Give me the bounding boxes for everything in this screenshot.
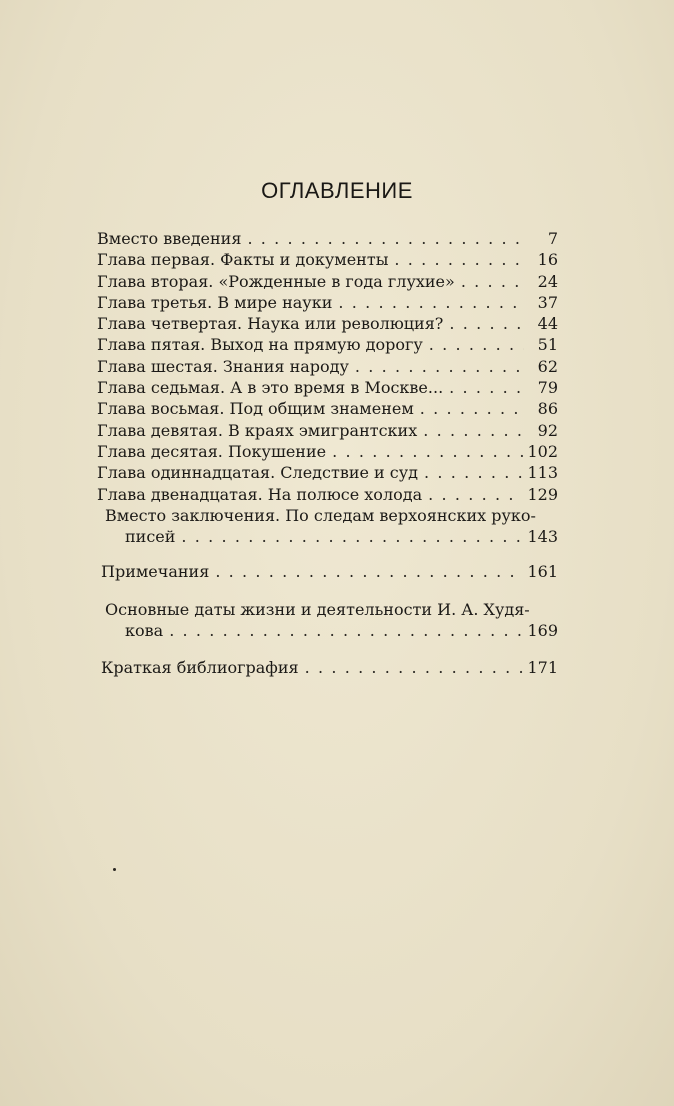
toc-entry-continuation bbox=[101, 526, 558, 547]
toc-entry-title: Глава третья. В мире науки bbox=[97, 292, 333, 312]
toc-entry-page: 86 bbox=[537, 399, 558, 419]
toc-entry-title: Глава десятая. Покушение bbox=[97, 441, 327, 461]
leader-dots bbox=[247, 228, 524, 249]
toc-entry-title-line1: Вместо заключения. По следам верхоянских руко- bbox=[105, 505, 536, 525]
toc-entry-page: 16 bbox=[537, 250, 558, 270]
toc-entry-title: Глава седьмая. А в это время в Москве... bbox=[97, 378, 444, 398]
toc-entry-conclusion bbox=[97, 505, 558, 548]
leader-dots bbox=[332, 441, 523, 462]
toc-entry-title: Глава шестая. Знания народу bbox=[97, 356, 349, 376]
toc-entry bbox=[97, 292, 558, 313]
toc-entry bbox=[97, 484, 558, 505]
toc-entry-page: 92 bbox=[537, 420, 558, 440]
toc-entry-page: 113 bbox=[527, 463, 558, 483]
toc-entry-page: 51 bbox=[537, 335, 558, 355]
toc-entry-title: Глава первая. Факты и документы bbox=[97, 250, 389, 270]
toc-entry bbox=[97, 334, 558, 355]
toc-entry-page: 62 bbox=[537, 356, 558, 376]
toc-entry-page: 37 bbox=[537, 292, 558, 312]
toc-entry bbox=[97, 462, 558, 483]
toc-entry-title: Глава одиннадцатая. Следствие и суд bbox=[97, 463, 419, 483]
toc-entry-bibliography bbox=[97, 657, 558, 678]
toc-entry bbox=[97, 313, 558, 334]
toc-entry-title: Глава вторая. «Рожденные в года глухие» bbox=[97, 271, 455, 291]
toc-entry-title: Глава двенадцатая. На полюсе холода bbox=[97, 484, 423, 504]
toc-entry-title: Примечания bbox=[101, 562, 210, 582]
toc-entry-notes bbox=[97, 561, 558, 582]
leader-dots bbox=[428, 484, 523, 505]
toc-entry-page: 143 bbox=[527, 527, 558, 547]
toc-entry-page: 129 bbox=[527, 484, 558, 504]
toc-entry-page: 161 bbox=[527, 562, 558, 582]
leader-dots bbox=[338, 292, 524, 313]
leader-dots bbox=[424, 462, 523, 483]
page-title: ОГЛАВЛЕНИЕ bbox=[261, 178, 413, 203]
table-of-contents bbox=[97, 228, 558, 679]
toc-entry-title-line2: писей bbox=[125, 527, 176, 547]
toc-entry-title: Краткая библиография bbox=[101, 658, 299, 678]
leader-dots bbox=[449, 313, 524, 334]
toc-entry-page: 24 bbox=[537, 271, 558, 291]
toc-entry bbox=[97, 228, 558, 249]
leader-dots bbox=[420, 398, 524, 419]
toc-entry bbox=[97, 398, 558, 419]
leader-dots bbox=[305, 657, 524, 678]
toc-entry-title: Глава пятая. Выход на прямую дорогу bbox=[97, 335, 423, 355]
toc-entry-page: 79 bbox=[537, 378, 558, 398]
toc-entry-title: Глава девятая. В краях эмигрантских bbox=[97, 420, 418, 440]
leader-dots bbox=[429, 334, 524, 355]
toc-entry bbox=[97, 441, 558, 462]
toc-entry-page: 44 bbox=[537, 314, 558, 334]
toc-entry-continuation bbox=[101, 620, 558, 641]
toc-entry bbox=[97, 249, 558, 270]
toc-entry-title: Глава восьмая. Под общим знаменем bbox=[97, 399, 414, 419]
toc-entry-title-line1: Основные даты жизни и деятельности И. А. Худя- bbox=[105, 599, 530, 619]
toc-entry bbox=[97, 377, 558, 398]
print-speck bbox=[113, 868, 116, 871]
leader-dots bbox=[394, 249, 524, 270]
leader-dots bbox=[423, 420, 524, 441]
toc-entry-title: Глава четвертая. Наука или революция? bbox=[97, 314, 444, 334]
leader-dots bbox=[461, 271, 524, 292]
leader-dots bbox=[181, 526, 523, 547]
toc-entry-title: Вместо введения bbox=[97, 229, 242, 248]
leader-dots bbox=[355, 356, 524, 377]
toc-entry bbox=[97, 420, 558, 441]
toc-entry-page: 7 bbox=[547, 229, 558, 248]
toc-entry-page: 102 bbox=[527, 441, 558, 461]
toc-entry-title-line2: кова bbox=[125, 621, 164, 641]
leader-dots bbox=[169, 620, 523, 641]
toc-entry bbox=[97, 356, 558, 377]
toc-entry-page: 169 bbox=[527, 621, 558, 641]
toc-entry-page: 171 bbox=[527, 658, 558, 678]
toc-entry-dates bbox=[97, 599, 558, 642]
toc-entry bbox=[97, 271, 558, 292]
leader-dots bbox=[449, 377, 524, 398]
leader-dots bbox=[215, 561, 523, 582]
